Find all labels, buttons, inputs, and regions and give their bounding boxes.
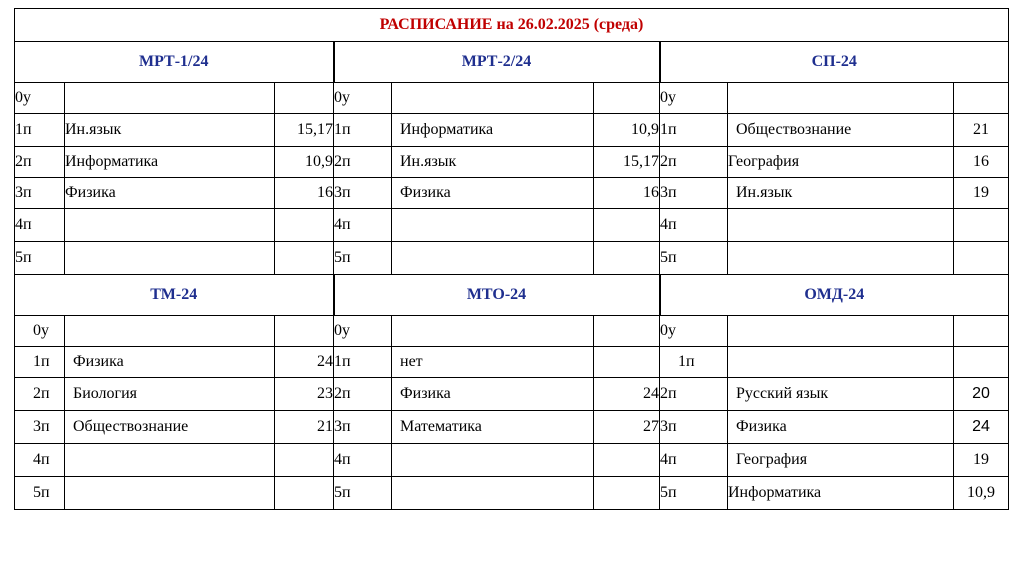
group-title: МРТ-1/24 — [15, 42, 334, 83]
lesson-number: 0у — [15, 316, 65, 347]
lesson-number: 0у — [15, 83, 65, 114]
subject: Информатика — [392, 114, 594, 147]
room — [594, 83, 660, 114]
lesson-number: 5п — [15, 242, 65, 275]
lesson-row — [15, 477, 1009, 510]
lesson-number: 5п — [660, 477, 728, 510]
lesson-number: 3п — [15, 178, 65, 209]
subject: Русский язык — [728, 378, 954, 411]
lesson-number: 3п — [334, 411, 392, 444]
lesson-number: 3п — [660, 411, 728, 444]
subject — [65, 316, 275, 347]
lesson-number: 2п — [660, 378, 728, 411]
group-title: МРТ-2/24 — [334, 42, 660, 83]
room — [275, 242, 334, 275]
room — [594, 347, 660, 378]
lesson-number: 3п — [334, 178, 392, 209]
subject — [65, 209, 275, 242]
subject: Физика — [392, 178, 594, 209]
room — [275, 444, 334, 477]
room: 19 — [954, 444, 1009, 477]
room: 24 — [954, 411, 1009, 444]
subject: Математика — [392, 411, 594, 444]
subject: Обществознание — [65, 411, 275, 444]
lesson-number: 1п — [15, 114, 65, 147]
room — [594, 316, 660, 347]
room — [954, 209, 1009, 242]
room: 21 — [275, 411, 334, 444]
lesson-number: 0у — [334, 83, 392, 114]
group-title: МТО-24 — [334, 275, 660, 316]
lesson-row — [15, 114, 1009, 147]
lesson-number: 1п — [334, 114, 392, 147]
lesson-number: 1п — [660, 347, 728, 378]
lesson-number: 5п — [660, 242, 728, 275]
room — [594, 242, 660, 275]
lesson-number: 4п — [15, 444, 65, 477]
title-row — [15, 9, 1009, 42]
room — [954, 242, 1009, 275]
room: 24 — [594, 378, 660, 411]
subject — [65, 242, 275, 275]
subject — [65, 477, 275, 510]
subject: Физика — [65, 178, 275, 209]
room — [594, 444, 660, 477]
subject: Биология — [65, 378, 275, 411]
lesson-row — [15, 178, 1009, 209]
room: 21 — [954, 114, 1009, 147]
lesson-number: 1п — [15, 347, 65, 378]
room: 10,9 — [594, 114, 660, 147]
subject — [65, 444, 275, 477]
subject: Ин.язык — [728, 178, 954, 209]
room — [275, 209, 334, 242]
subject: География — [728, 444, 954, 477]
subject — [728, 242, 954, 275]
subject: Ин.язык — [65, 114, 275, 147]
room: 23 — [275, 378, 334, 411]
subject: Физика — [65, 347, 275, 378]
schedule-sheet — [14, 8, 1008, 510]
lesson-number: 4п — [660, 444, 728, 477]
lesson-number: 5п — [334, 242, 392, 275]
subject — [728, 347, 954, 378]
lesson-number: 4п — [15, 209, 65, 242]
room: 16 — [594, 178, 660, 209]
lesson-row — [15, 411, 1009, 444]
room — [594, 477, 660, 510]
room: 10,9 — [954, 477, 1009, 510]
lesson-number: 3п — [660, 178, 728, 209]
page-title: РАСПИСАНИЕ на 26.02.2025 (среда) — [15, 9, 1009, 42]
lesson-row — [15, 347, 1009, 378]
subject — [728, 83, 954, 114]
lesson-row — [15, 209, 1009, 242]
room: 27 — [594, 411, 660, 444]
group-title: ОМД-24 — [660, 275, 1009, 316]
subject — [392, 242, 594, 275]
room — [275, 477, 334, 510]
subject: Физика — [392, 378, 594, 411]
lesson-number: 4п — [334, 444, 392, 477]
subject — [392, 83, 594, 114]
group-title: ТМ-24 — [15, 275, 334, 316]
lesson-number: 2п — [334, 147, 392, 178]
subject: Ин.язык — [392, 147, 594, 178]
subject — [392, 209, 594, 242]
subject — [392, 477, 594, 510]
lesson-number: 4п — [660, 209, 728, 242]
room — [954, 347, 1009, 378]
subject — [392, 316, 594, 347]
lesson-number: 0у — [334, 316, 392, 347]
lesson-number: 0у — [660, 83, 728, 114]
subject — [728, 209, 954, 242]
room — [594, 209, 660, 242]
subject: Информатика — [65, 147, 275, 178]
room: 10,9 — [275, 147, 334, 178]
room: 24 — [275, 347, 334, 378]
subject — [392, 444, 594, 477]
lesson-row — [15, 444, 1009, 477]
lesson-number: 3п — [15, 411, 65, 444]
subject: Обществознание — [728, 114, 954, 147]
subject: Физика — [728, 411, 954, 444]
lesson-row — [15, 83, 1009, 114]
room: 15,17 — [275, 114, 334, 147]
group-title: СП-24 — [660, 42, 1009, 83]
schedule-table — [14, 8, 1009, 510]
group-header-row — [15, 275, 1009, 316]
lesson-row — [15, 378, 1009, 411]
room — [275, 83, 334, 114]
room: 16 — [275, 178, 334, 209]
lesson-row — [15, 147, 1009, 178]
lesson-number: 5п — [334, 477, 392, 510]
subject: нет — [392, 347, 594, 378]
room — [275, 316, 334, 347]
lesson-row — [15, 242, 1009, 275]
room — [954, 83, 1009, 114]
room: 20 — [954, 378, 1009, 411]
lesson-number: 5п — [15, 477, 65, 510]
lesson-number: 2п — [15, 147, 65, 178]
lesson-number: 2п — [334, 378, 392, 411]
room: 16 — [954, 147, 1009, 178]
room — [954, 316, 1009, 347]
lesson-number: 2п — [15, 378, 65, 411]
subject: Информатика — [728, 477, 954, 510]
subject — [65, 83, 275, 114]
lesson-number: 0у — [660, 316, 728, 347]
room: 15,17 — [594, 147, 660, 178]
lesson-number: 1п — [334, 347, 392, 378]
subject — [728, 316, 954, 347]
group-header-row — [15, 42, 1009, 83]
lesson-number: 2п — [660, 147, 728, 178]
lesson-number: 1п — [660, 114, 728, 147]
lesson-row — [15, 316, 1009, 347]
subject: География — [728, 147, 954, 178]
lesson-number: 4п — [334, 209, 392, 242]
room: 19 — [954, 178, 1009, 209]
